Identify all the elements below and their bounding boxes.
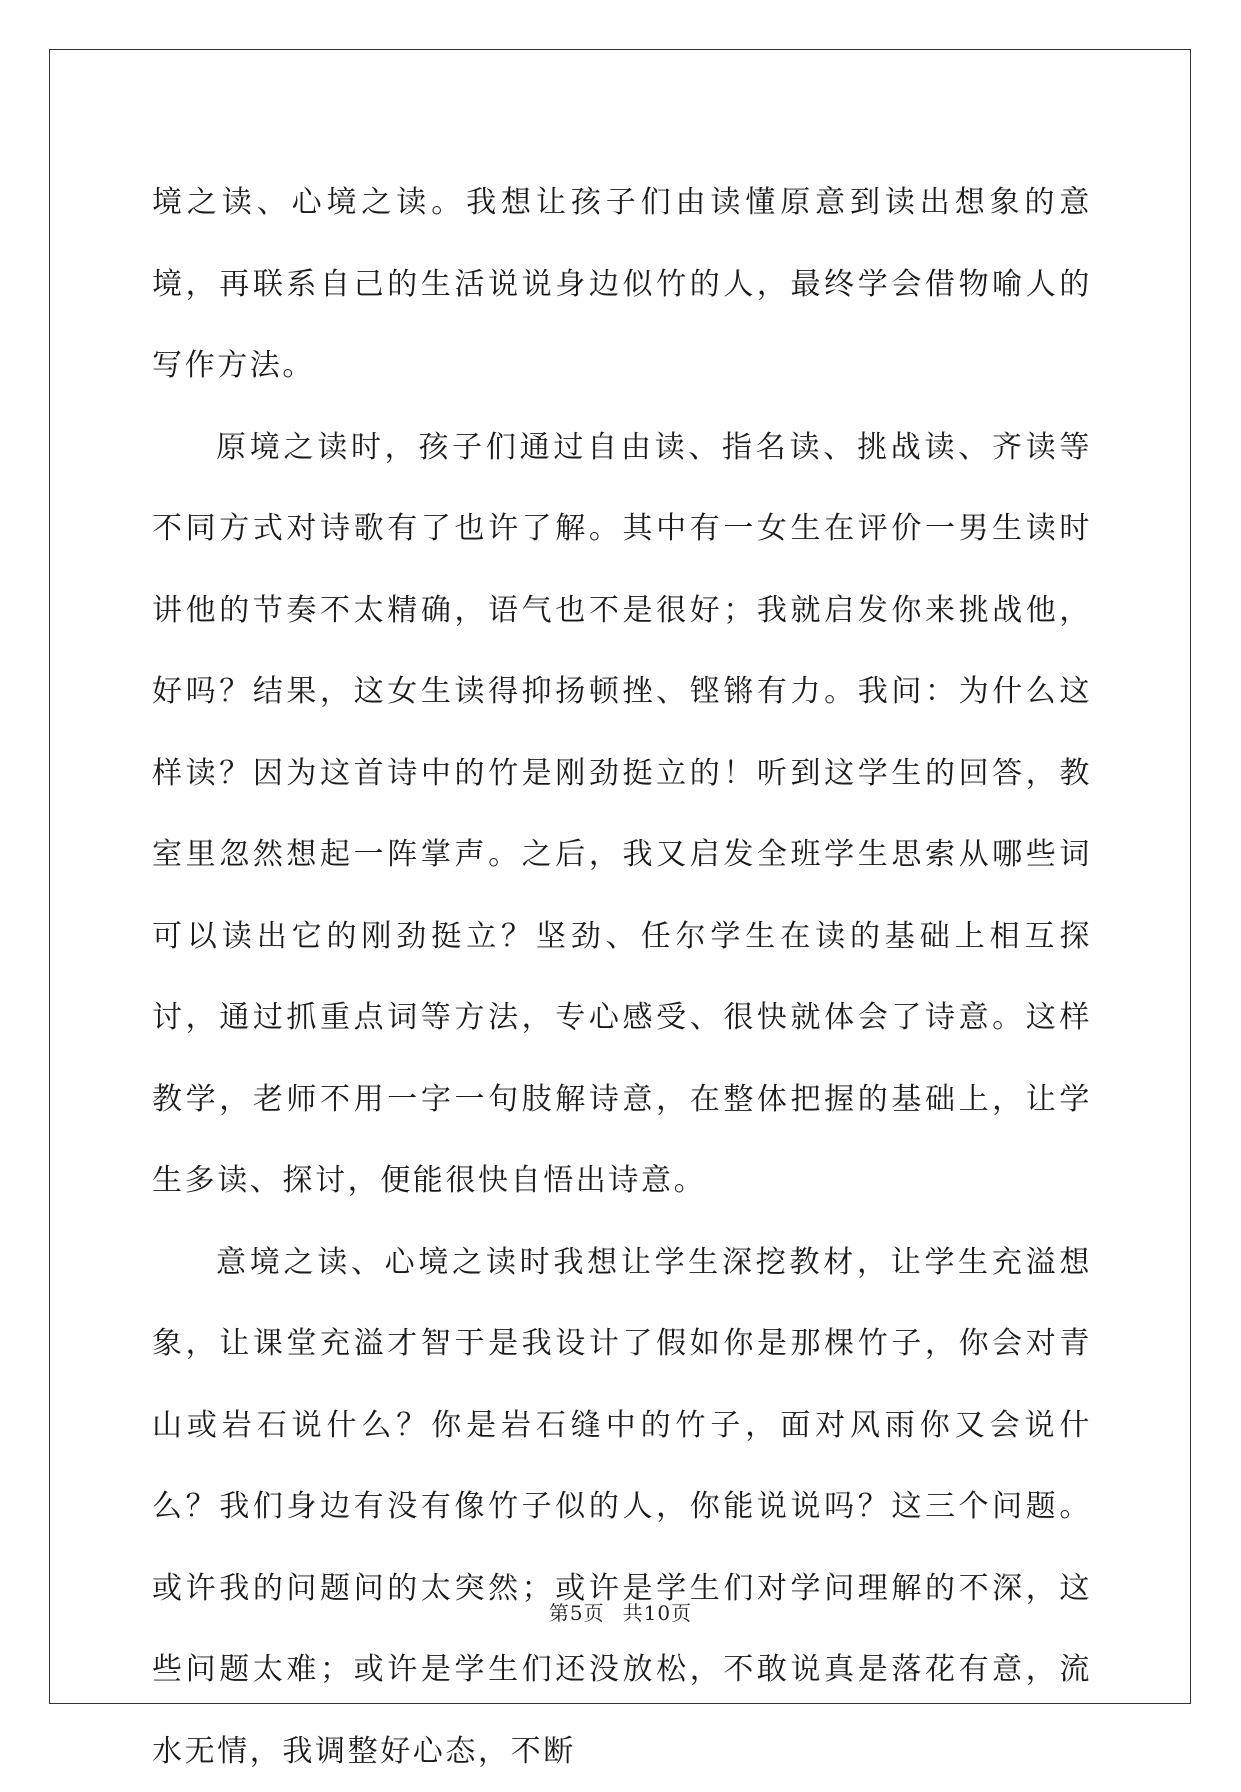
document-body [152,162,1092,1792]
page-total: 共10页 [623,1601,692,1625]
paragraph-2: 原境之读时，孩子们通过自由读、指名读、挑战读、齐读等不同方式对诗歌有了也许了解。其中有一女生在评价一男生读时讲他的节奏不太精确，语气也不是很好；我就启发你来挑战他，好吗？结果，这女生读得抑扬顿挫、铿锵有力。我问：为什么这样读？因为这首诗中的竹是刚劲挺立的！听到这学生的回答，教室里忽然想起一阵掌声。之后，我又启发全班学生思索从哪些词可以读出它的刚劲挺立？坚劲、任尔学生在读的基础上相互探讨，通过抓重点词等方法，专心感受、很快就体会了诗意。这样教学，老师不用一字一句肢解诗意，在整体把握的基础上，让学生多读、探讨，便能很快自悟出诗意。 [152,407,1092,1222]
paragraph-3: 意境之读、心境之读时我想让学生深挖教材，让学生充溢想象，让课堂充溢才智于是我设计了假如你是那棵竹子，你会对青山或岩石说什么？你是岩石缝中的竹子，面对风雨你又会说什么？我们身边有没有像竹子似的人，你能说说吗？这三个问题。或许我的问题问的太突然；或许是学生们对学问理解的不深，这些问题太难；或许是学生们还没放松，不敢说真是落花有意，流水无情，我调整好心态，不断 [152,1222,1092,1792]
page-number: 第5页 [549,1601,605,1625]
paragraph-1: 境之读、心境之读。我想让孩子们由读懂原意到读出想象的意境，再联系自己的生活说说身边似竹的人，最终学会借物喻人的写作方法。 [152,162,1092,407]
page-footer [0,1597,1241,1626]
